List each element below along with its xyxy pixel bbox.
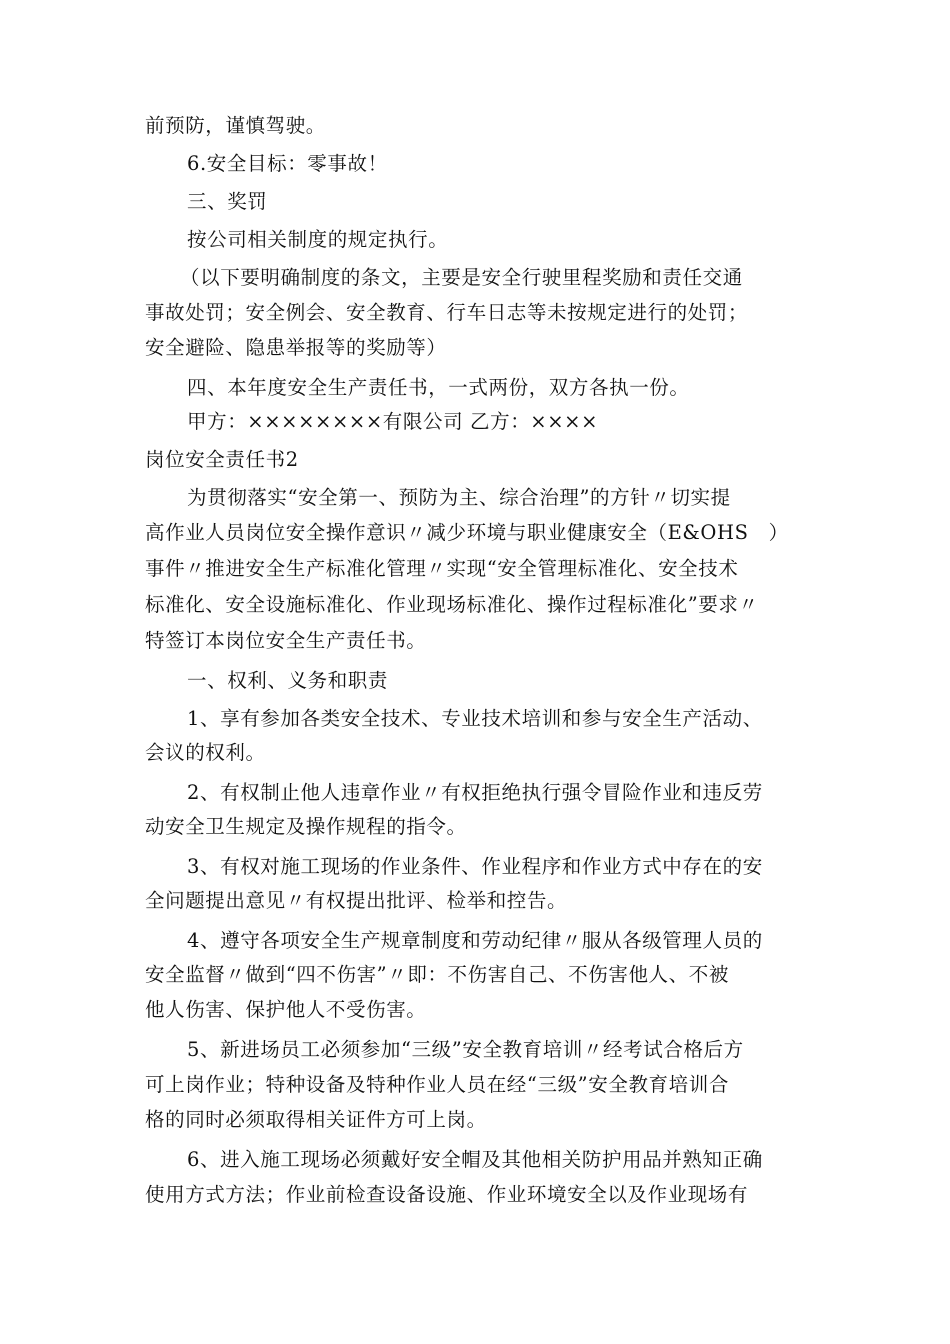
text-line: 事故处罚；安全例会、安全教育、行车日志等未按规定进行的处罚； xyxy=(145,301,749,324)
text-line: 事件〃推进安全生产标准化管理〃实现“安全管理标准化、安全技术 xyxy=(145,557,739,580)
text-line: 会议的权利。 xyxy=(145,741,266,764)
text-line: 按公司相关制度的规定执行。 xyxy=(187,228,449,251)
text-line: 标准化、安全设施标准化、作业现场标准化、操作过程标准化”要求〃 xyxy=(145,593,759,616)
text-line: 1、享有参加各类安全技术、专业技术培训和参与安全生产活动、 xyxy=(187,707,763,730)
text-line: 5、新进场员工必须参加“三级”安全教育培训〃经考试合格后方 xyxy=(187,1038,744,1061)
text-line: 3、有权对施工现场的作业条件、作业程序和作业方式中存在的安 xyxy=(187,855,763,878)
text-line: 格的同时必须取得相关证件方可上岗。 xyxy=(145,1108,487,1131)
section-heading: 三、奖罚 xyxy=(187,190,268,213)
signature-party-b: 乙方：×××× xyxy=(470,410,599,433)
text-line: 高作业人员岗位安全操作意识〃减少环境与职业健康安全（E&OHS ） xyxy=(145,521,789,544)
text-line: 6.安全目标：零事故！ xyxy=(187,152,388,175)
text-line: 他人伤害、保护他人不受伤害。 xyxy=(145,998,427,1021)
text-line: 安全避险、隐患举报等的奖励等） xyxy=(145,336,447,359)
text-line: 可上岗作业；特种设备及特种作业人员在经“三级”安全教育培训合 xyxy=(145,1073,729,1096)
text-line: 动安全卫生规定及操作规程的指令。 xyxy=(145,815,467,838)
text-line: 为贯彻落实“安全第一、预防为主、综合治理”的方针〃切实提 xyxy=(187,486,731,509)
text-line: （以下要明确制度的条文，主要是安全行驶里程奖励和责任交通 xyxy=(180,266,743,289)
section-heading: 四、本年度安全生产责任书，一式两份，双方各执一份。 xyxy=(187,376,690,399)
text-line: 全问题提出意见〃有权提出批评、检举和控告。 xyxy=(145,889,568,912)
text-line: 2、有权制止他人违章作业〃有权拒绝执行强令冒险作业和违反劳 xyxy=(187,781,763,804)
text-line: 6、进入施工现场必须戴好安全帽及其他相关防护用品并熟知正确 xyxy=(187,1148,763,1171)
text-line: 4、遵守各项安全生产规章制度和劳动纪律〃服从各级管理人员的 xyxy=(187,929,763,952)
section-heading: 一、权利、义务和职责 xyxy=(187,669,389,692)
text-line: 前预防，谨慎驾驶。 xyxy=(145,114,326,137)
document-title: 岗位安全责任书2 xyxy=(145,448,299,471)
text-line: 安全监督〃做到“四不伤害”〃即：不伤害自己、不伤害他人、不被 xyxy=(145,963,729,986)
signature-party-a: 甲方：××××××××有限公司 xyxy=(187,410,464,433)
text-line: 特签订本岗位安全生产责任书。 xyxy=(145,629,427,652)
text-line: 使用方式方法；作业前检查设备设施、作业环境安全以及作业现场有 xyxy=(145,1183,749,1206)
